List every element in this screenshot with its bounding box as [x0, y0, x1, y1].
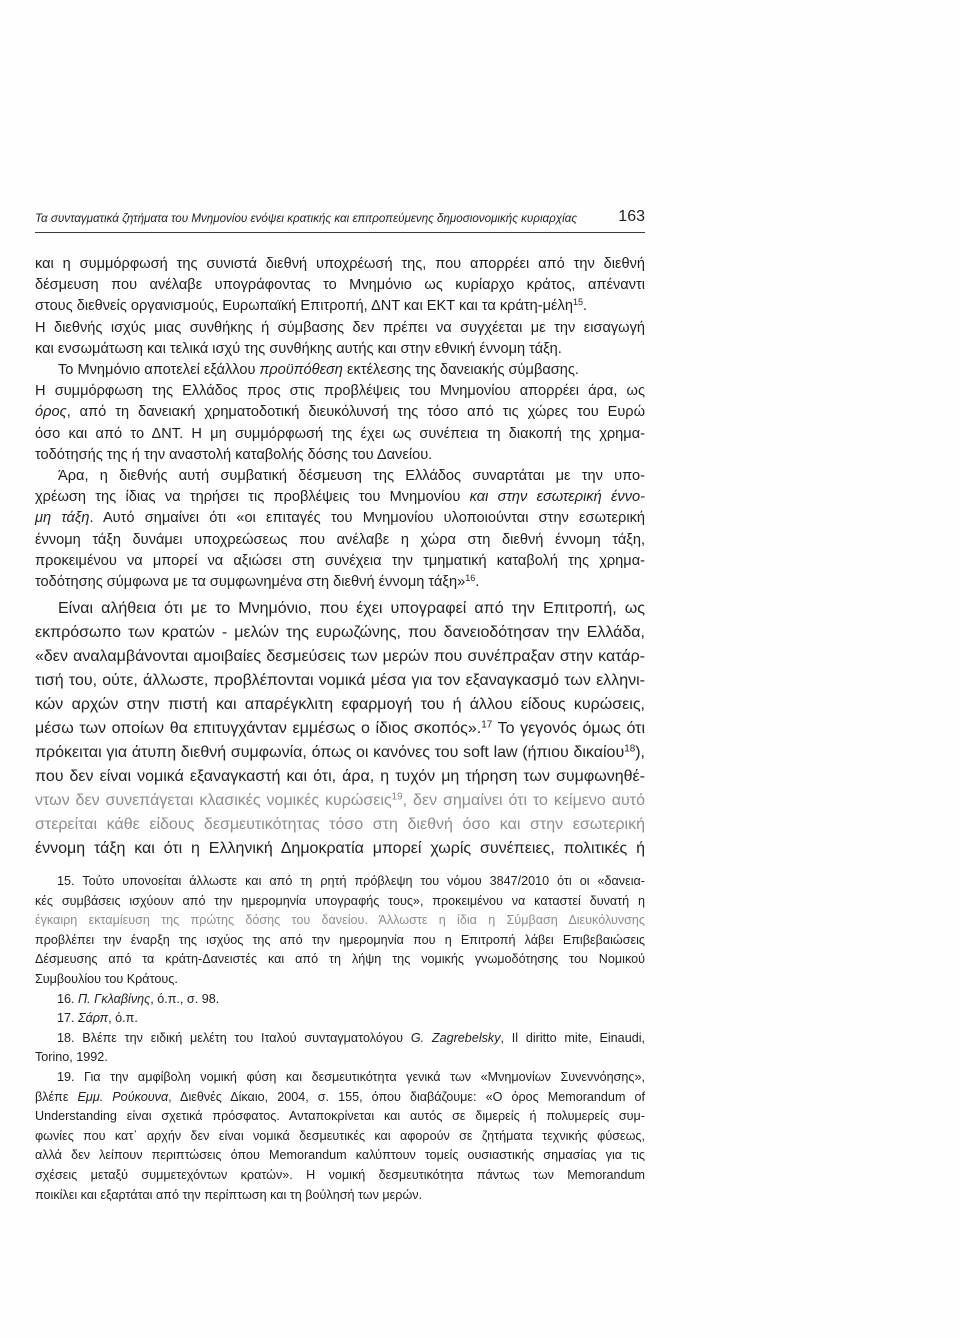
text-run: , από τη δανειακή χρηματοδοτική διευκόλυνσή της τόσο από τις χώρες του Ευρώ: [66, 404, 645, 421]
footnote-line: [35, 1107, 645, 1127]
body-text-line: [35, 254, 645, 275]
text-run: και η συμμόρφωσή της συνιστά διεθνή υποχρέωσή της, που απορρέει από την διεθνή: [35, 256, 645, 272]
body-text-line: [35, 837, 645, 861]
body-text-line: [35, 339, 645, 360]
footnote-line: [35, 1146, 645, 1166]
italic-text: όρος: [35, 404, 67, 421]
main-text-block-continued: [35, 597, 645, 861]
body-text-line: [35, 360, 645, 381]
line-text: [35, 487, 645, 508]
body-text-line: [35, 551, 645, 572]
line-text: [35, 789, 645, 813]
text-run: στερείται κάθε είδους δεσμευτικότητας τόσο στη διεθνή όσο και στην εσωτερική: [35, 816, 645, 833]
text-run: ποικίλει και εξαρτάται από την περίπτωση και τη βούλησή των μερών.: [35, 1187, 423, 1202]
text-run: Η διεθνής ισχύς μιας συνθήκης ή σύμβασης δεν πρέπει να συγχέεται με την εισαγωγή: [35, 319, 645, 336]
header-rule: [35, 232, 645, 233]
line-text: [35, 1048, 108, 1068]
body-text-line: [35, 572, 645, 593]
footnote-line: [35, 970, 645, 990]
body-text-line: [35, 530, 645, 551]
line-text: [35, 950, 645, 970]
line-text: [35, 572, 479, 593]
line-text: [57, 872, 645, 892]
footnote-reference: 17: [481, 719, 493, 731]
running-head: [35, 207, 645, 229]
text-run: τισή του, ούτε, άλλωστε, προβλέπονται νομικά μέσα για τον εξαναγκασμό των ελληνι-: [35, 672, 645, 689]
text-run: ντων δεν συνεπάγεται κλασικές νομικές κυρώσεις: [35, 792, 392, 809]
line-text: [35, 1107, 645, 1127]
main-text-block: [35, 254, 645, 593]
line-text: [35, 765, 645, 789]
text-run: Η συμμόρφωση της Ελλάδος προς στις προβλέψεις του Μνημονίου απορρέει άρα, ως: [35, 383, 645, 400]
text-run: κές συμβάσεις ισχύουν από την ημερομηνία υπογραφής τους», προκειμένου να καταστεί δυνατή η: [35, 893, 645, 908]
footnote-line: [35, 1048, 645, 1068]
line-text: [35, 296, 587, 317]
footnote-reference: 19: [391, 791, 403, 803]
text-run: Torino, 1992.: [35, 1050, 108, 1065]
body-text-line: [35, 645, 645, 669]
footnote-reference: 16: [465, 573, 476, 584]
text-run: φωνίες που κατ᾽ αρχήν δεν είναι νομικά δεσμευτικές και αφορούν σε ζητήματα τεχνικής φύσεως,: [35, 1128, 645, 1143]
line-text: [35, 813, 645, 837]
line-text: [35, 530, 645, 551]
body-text-line: [35, 381, 645, 402]
line-text: [35, 318, 645, 339]
footnote-reference: 15: [572, 297, 584, 308]
italic-text: Π. Γκλαβίνης: [78, 991, 151, 1006]
footnote-line: [35, 1029, 645, 1049]
body-text-line: [35, 813, 645, 837]
text-run: εκτέλεσης της δανειακής σύμβασης.: [342, 362, 579, 379]
footnote-reference: 18: [624, 743, 636, 755]
body-text-line: [35, 717, 645, 741]
line-text: [58, 360, 579, 381]
line-text: [35, 970, 178, 990]
line-text: [35, 339, 562, 360]
text-run: τοδότησης σύμφωνα με τα συμφωνημένα στη διεθνή έννομη τάξη»: [35, 574, 466, 591]
page-number: 163: [618, 208, 645, 225]
text-run: που δεν είναι νομικά εξαναγκαστή και ότι, άρα, η τυχόν μη τήρηση των συμφωνηθέ-: [35, 768, 645, 785]
body-text-line: [35, 487, 645, 508]
text-run: Το Μνημόνιο αποτελεί εξάλλου: [58, 362, 260, 379]
footnote-line: [35, 1166, 645, 1186]
line-text: [35, 1088, 645, 1108]
line-text: [35, 741, 645, 765]
text-run: κών αρχών στην πιστή και απαρέγκλιτη εφαρμογή του ή άλλου είδους κυρώσεις,: [35, 696, 645, 713]
italic-text: και στην εσωτερική έννο-: [469, 489, 645, 506]
line-text: [35, 717, 645, 741]
line-text: [35, 693, 645, 717]
text-run: σχέσεις μεταξύ συμμετεχόντων κρατών». Η νομική δεσμευτικότητα πάντως των Memorandum: [35, 1167, 645, 1182]
footnote-line: [35, 990, 645, 1010]
text-run: , Διεθνές Δίκαιο, 2004, σ. 155, όπου διαβάζουμε: «Ο όρος Memorandum of: [168, 1089, 645, 1104]
text-run: .: [475, 574, 480, 591]
text-run: έγκαιρη εκταμίευση της πρώτης δόσης του δανείου. Άλλωστε η ίδια η Σύμβαση Διευκόλυνσης: [35, 913, 645, 928]
text-run: 17.: [57, 1011, 79, 1026]
body-text-line: [35, 621, 645, 645]
text-run: 19. Για την αμφίβολη νομική φύση και δεσμευτικότητα γενικά των «Μνημονίων Συνεννόησης»,: [57, 1069, 645, 1084]
line-text: [35, 381, 645, 402]
italic-text: μη τάξη: [35, 510, 90, 527]
text-run: . Αυτό σημαίνει ότι «οι επιταγές του Μνημονίου υλοποιούνται στην εσωτερική: [89, 510, 645, 527]
text-run: Understanding είναι σχετικά πρόσφατος. Ανταποκρίνεται και αυτός σε διμερείς ή πολυμερείς συμ-: [35, 1109, 645, 1124]
text-run: χρέωση της ίδιας να τηρήσει τις προβλέψεις του Μνημονίου: [35, 489, 470, 506]
line-text: [35, 645, 645, 669]
line-text: [35, 837, 645, 861]
text-run: , ό.π., σ. 98.: [150, 991, 220, 1006]
italic-text: G. Zagrebelsky: [410, 1030, 501, 1045]
text-run: .: [583, 298, 588, 315]
line-text: [58, 466, 645, 487]
text-run: , δεν σημαίνει ότι το κείμενο αυτό: [402, 792, 645, 809]
body-text-line: [35, 597, 645, 621]
line-text: [35, 1127, 645, 1147]
text-run: ),: [635, 744, 645, 761]
text-run: έννομη τάξη και ότι η Ελληνική Δημοκρατία μπορεί χωρίς συνέπειες, πολιτικές ή: [35, 840, 645, 857]
text-run: Δέσμευσης από τα κράτη-Δανειστές και από τη λήψη της νομικής γνωμοδότησης του Νομικού: [35, 952, 645, 967]
text-run: όσο και από το ΔΝΤ. Η μη συμμόρφωσή της έχει ως συνέπεια τη διακοπή της χρημα-: [35, 425, 645, 442]
body-text-line: [35, 318, 645, 339]
text-run: έννομη τάξη δυνάμει υποχρεώσεως που ανέλαβε η χώρα στη διεθνή έννομη τάξη,: [35, 531, 645, 548]
line-text: [35, 621, 645, 645]
line-text: [35, 402, 645, 423]
text-run: προβλέπει την έναρξη της ισχύος της από την ημερομηνία που η Επιτροπή λάβει Επιβεβαιώσεις: [35, 932, 645, 947]
line-text: [35, 669, 645, 693]
text-run: «δεν αναλαμβάνονται αμοιβαίες δεσμεύσεις των μερών που συνέπραξαν στην κατάρ-: [35, 648, 645, 665]
italic-text: Εμμ. Ρούκουνα: [77, 1089, 169, 1104]
line-text: [35, 508, 645, 529]
text-run: βλέπε: [35, 1089, 78, 1104]
line-text: [35, 445, 432, 466]
footnotes-block: [35, 872, 645, 1205]
footnote-line: [35, 1127, 645, 1147]
text-run: εκπρόσωπο των κρατών - μελών της ευρωζώνης, που δανειοδότησαν την Ελλάδα,: [35, 624, 645, 641]
footnote-line: [35, 1009, 645, 1029]
body-text-line: [35, 445, 645, 466]
body-text-line: [35, 275, 645, 296]
line-text: [57, 1009, 138, 1029]
text-run: Είναι αλήθεια ότι με το Μνημόνιο, που έχει υπογραφεί από την Επιτροπή, ως: [58, 600, 645, 617]
text-run: 18. Βλέπε την ειδική μελέτη του Ιταλού συνταγματολόγου: [57, 1030, 411, 1045]
body-text-line: [35, 402, 645, 423]
footnote-line: [35, 931, 645, 951]
body-text-line: [35, 669, 645, 693]
line-text: [35, 1146, 645, 1166]
line-text: [58, 597, 645, 621]
line-text: [57, 990, 219, 1010]
body-text-line: [35, 508, 645, 529]
line-text: [35, 424, 645, 445]
body-text-line: [35, 693, 645, 717]
footnote-line: [35, 1186, 645, 1206]
text-run: 16.: [57, 991, 79, 1006]
line-text: [35, 551, 645, 572]
line-text: [57, 1068, 645, 1088]
footnote-line: [35, 872, 645, 892]
text-run: Το γεγονός όμως ότι: [492, 720, 645, 737]
italic-text: Σάρπ: [78, 1011, 109, 1026]
body-text-line: [35, 466, 645, 487]
line-text: [57, 1029, 645, 1049]
footnote-line: [35, 892, 645, 912]
text-run: πρόκειται για άτυπη διεθνή συμφωνία, όπως οι κανόνες του soft law (ήπιου δικαίου: [35, 744, 625, 761]
text-run: προκειμένου να μπορεί να αξιώσει στη συνέχεια την τμηματική καταβολή της χρημα-: [35, 552, 645, 569]
italic-text: προϋπόθεση: [259, 362, 343, 379]
body-text-line: [35, 789, 645, 813]
text-run: τοδότησής της ή την αναστολή καταβολής δόσης του Δανείου.: [35, 446, 433, 463]
text-run: στους διεθνείς οργανισμούς, Ευρωπαϊκή Επιτροπή, ΔΝΤ και ΕΚΤ και τα κράτη-μέλη: [35, 298, 573, 315]
line-text: [35, 275, 645, 296]
text-run: , Il diritto mite, Einaudi,: [500, 1030, 645, 1045]
text-run: Άρα, η διεθνής αυτή συμβατική δέσμευση της Ελλάδος συναρτάται με την υπο-: [58, 468, 645, 485]
line-text: [35, 911, 645, 931]
footnote-line: [35, 911, 645, 931]
footnote-line: [35, 1088, 645, 1108]
text-run: αλλά δεν λείπουν περιπτώσεις όπου Memorandum καλύπτουν τομείς ουσιαστικής σημασίας για τις: [35, 1148, 645, 1163]
text-run: 15. Τούτο υπονοείται άλλωστε και από τη ρητή πρόβλεψη του νόμου 3847/2010 ότι οι «δανεια-: [57, 874, 645, 888]
text-run: , ό.π.: [108, 1011, 138, 1026]
body-text-line: [35, 741, 645, 765]
line-text: [35, 1166, 645, 1186]
text-run: και ενσωμάτωση και τελικά ισχύ της συνθήκης αυτής και στην εθνική έννομη τάξη.: [35, 340, 562, 357]
footnote-line: [35, 1068, 645, 1088]
body-text-line: [35, 765, 645, 789]
line-text: [35, 254, 645, 275]
line-text: [35, 1186, 422, 1206]
line-text: [35, 892, 645, 912]
running-title: Τα συνταγματικά ζητήματα του Μνημονίου ενόψει κρατικής και επιτροπεύμενης δημοσιονομικής κυριαρχίας: [35, 211, 577, 225]
text-run: δέσμευση που ανέλαβε υπογράφοντας το Μνημόνιο ως κυρίαρχο κράτος, απέναντι: [35, 277, 645, 294]
footnote-line: [35, 950, 645, 970]
body-text-line: [35, 424, 645, 445]
body-text-line: [35, 296, 645, 317]
line-text: [35, 931, 645, 951]
text-run: Συμβουλίου του Κράτους.: [35, 971, 178, 986]
text-run: μέσω των οποίων θα επιτυγχάνταν εμμέσως ο ίδιος σκοπός».: [35, 720, 482, 737]
